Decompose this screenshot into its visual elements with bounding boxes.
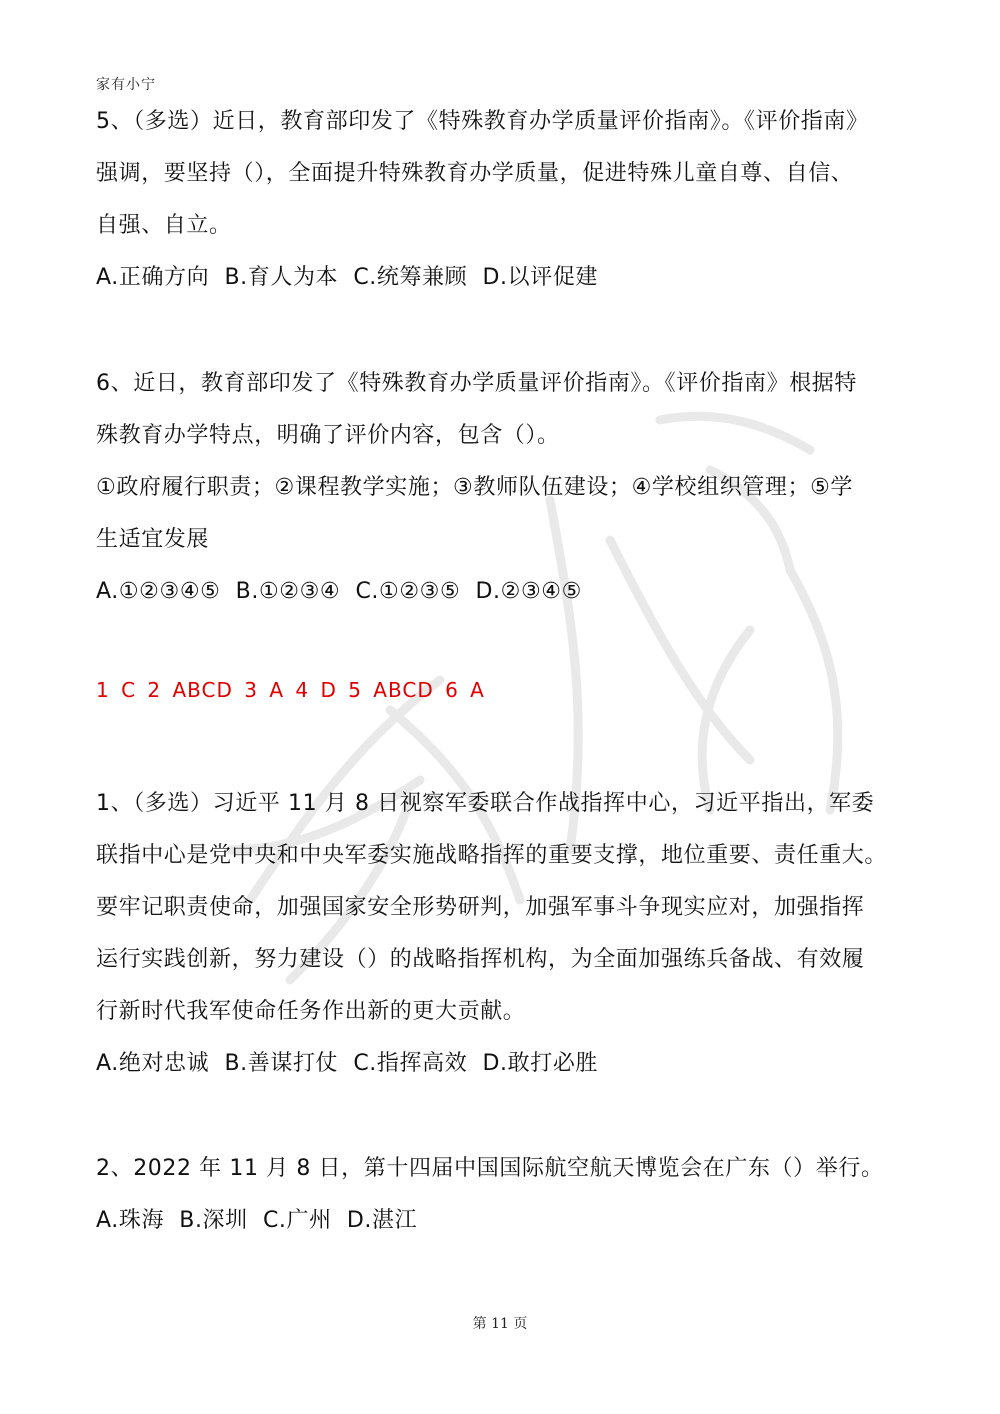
page-number: 第 11 页 (472, 1316, 528, 1332)
question-1-line-4: 运行实践创新，努力建设（）的战略指挥机构，为全面加强练兵备战、有效履 (96, 947, 865, 972)
question-2-option-a: A.珠海 (96, 1208, 165, 1233)
question-2-options (96, 1195, 916, 1247)
question-2-line-1: 2、2022 年 11 月 8 日，第十四届中国国际航空航天博览会在广东（）举行。 (96, 1156, 884, 1181)
question-5-option-a: A.正确方向 (96, 265, 210, 290)
question-1-option-c: C.指挥高效 (353, 1051, 468, 1076)
question-2-option-b: B.深圳 (179, 1208, 248, 1233)
question-1-option-b: B.善谋打仗 (224, 1051, 339, 1076)
question-2-option-c: C.广州 (262, 1208, 332, 1233)
question-6 (96, 358, 916, 618)
question-1 (96, 778, 916, 1090)
question-6-options (96, 566, 916, 618)
question-6-option-c: C.①②③⑤ (355, 579, 461, 604)
question-6-option-d: D.②③④⑤ (475, 579, 582, 604)
question-6-option-b: B.①②③④ (235, 579, 341, 604)
question-6-option-a: A.①②③④⑤ (96, 579, 221, 604)
question-5-line-1: 5、（多选）近日，教育部印发了《特殊教育办学质量评价指南》。《评价指南》 (96, 109, 869, 134)
question-1-line-3: 要牢记职责使命，加强国家安全形势研判，加强军事斗争现实应对，加强指挥 (96, 895, 865, 920)
question-6-line-3: ①政府履行职责；②课程教学实施；③教师队伍建设；④学校组织管理；⑤学 (96, 475, 854, 500)
question-6-line-2: 殊教育办学特点，明确了评价内容，包含（）。 (96, 423, 560, 448)
answer-key: 1 C 2 ABCD 3 A 4 D 5 ABCD 6 A (96, 678, 485, 702)
question-6-line-4: 生适宜发展 (96, 527, 210, 552)
question-1-line-1: 1、（多选）习近平 11 月 8 日视察军委联合作战指挥中心，习近平指出，军委 (96, 791, 875, 816)
question-1-line-5: 行新时代我军使命任务作出新的更大贡献。 (96, 999, 526, 1024)
question-1-options (96, 1038, 916, 1090)
question-6-line-1: 6、近日，教育部印发了《特殊教育办学质量评价指南》。《评价指南》根据特 (96, 371, 857, 396)
question-1-option-d: D.敢打必胜 (482, 1051, 599, 1076)
question-2-option-d: D.湛江 (346, 1208, 418, 1233)
header-mark: 家有小宁 (96, 77, 156, 93)
question-5 (96, 96, 916, 304)
question-5-line-3: 自强、自立。 (96, 213, 232, 238)
question-5-option-d: D.以评促建 (482, 265, 599, 290)
question-5-option-b: B.育人为本 (224, 265, 339, 290)
question-5-options (96, 252, 916, 304)
question-2 (96, 1143, 916, 1247)
question-1-option-a: A.绝对忠诚 (96, 1051, 210, 1076)
question-5-option-c: C.统筹兼顾 (353, 265, 468, 290)
question-1-line-2: 联指中心是党中央和中央军委实施战略指挥的重要支撑，地位重要、责任重大。 (96, 843, 888, 868)
question-5-line-2: 强调，要坚持（），全面提升特殊教育办学质量，促进特殊儿童自尊、自信、 (96, 161, 854, 186)
